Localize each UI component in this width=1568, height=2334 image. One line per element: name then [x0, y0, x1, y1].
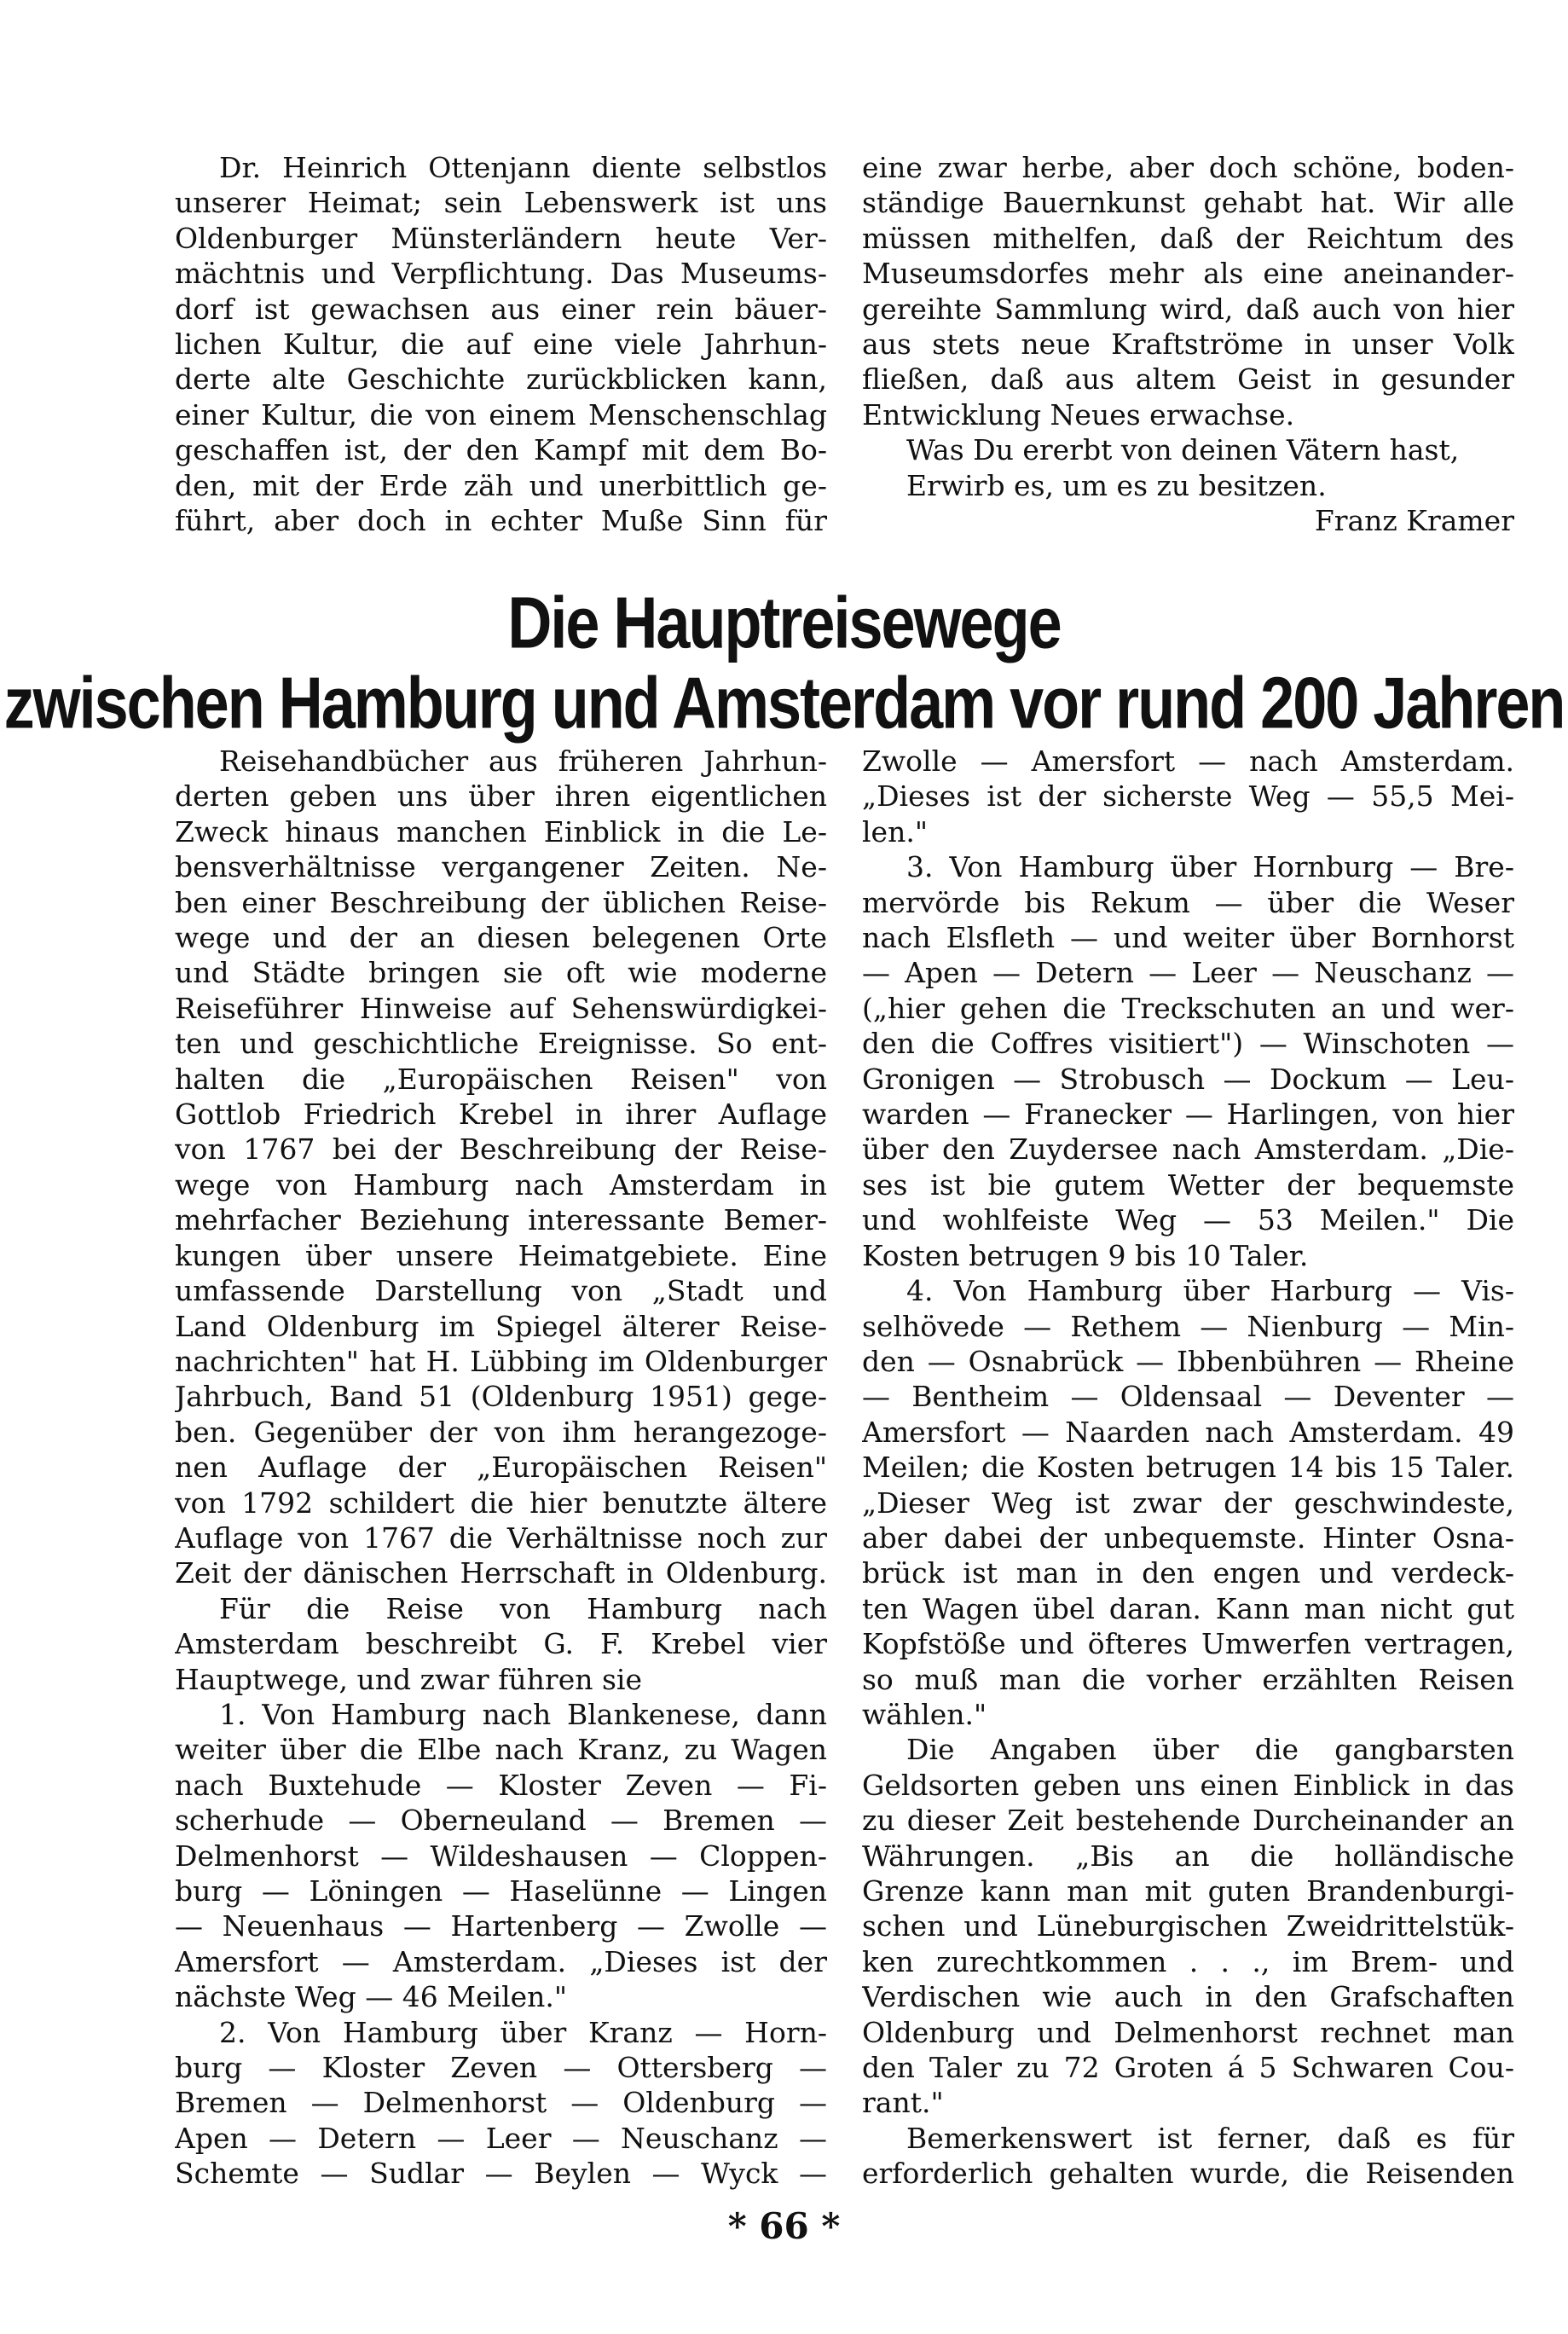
text-line: Bremen — Delmenhorst — Oldenburg —: [175, 2086, 827, 2120]
text-line: Dr. Heinrich Ottenjann diente selbstlos: [219, 151, 827, 184]
text-line: Gottlob Friedrich Krebel in ihrer Auflage: [175, 1098, 827, 1132]
text-line: („hier gehen die Treckschuten an und wer-: [862, 991, 1514, 1025]
text-line: burg — Kloster Zeven — Ottersberg —: [175, 2051, 827, 2085]
text-line: Hauptwege, und zwar führen sie: [175, 1662, 642, 1696]
text-line: rant.": [862, 2086, 944, 2120]
text-line: Grenze kann man mit guten Brandenburgi-: [862, 1874, 1514, 1908]
text-line: — Neuenhaus — Hartenberg — Zwolle —: [175, 1909, 827, 1943]
text-line: Museumsdorfes mehr als eine aneinander-: [862, 257, 1514, 291]
text-line: unserer Heimat; sein Lebenswerk ist uns: [175, 186, 827, 220]
intro-column-right: [862, 150, 1514, 538]
text-line: nach Buxtehude — Kloster Zeven — Fi-: [175, 1768, 827, 1802]
text-line: nachrichten" hat H. Lübbing im Oldenburger: [175, 1344, 827, 1378]
text-line: einer Kultur, die von einem Menschenschlag: [175, 397, 827, 431]
text-line: den, mit der Erde zäh und unerbittlich ge-: [175, 468, 827, 502]
text-line: Geldsorten geben uns einen Einblick in das: [862, 1768, 1514, 1802]
text-line: ken zurechtkommen . . ., im Brem- und: [862, 1944, 1514, 1978]
text-line: weiter über die Elbe nach Kranz, zu Wagen: [175, 1733, 827, 1767]
text-line: Erwirb es, um es zu besitzen.: [906, 468, 1327, 502]
text-line: „Dieses ist der sicherste Weg — 55,5 Mei-: [862, 779, 1514, 814]
text-line: schen und Lüneburgischen Zweidrittelstük-: [862, 1909, 1514, 1943]
text-line: mächtnis und Verpflichtung. Das Museums-: [175, 257, 827, 291]
text-line: umfassende Darstellung von „Stadt und: [175, 1274, 827, 1308]
text-line: aber dabei der unbequemste. Hinter Osna-: [862, 1520, 1514, 1555]
text-line: halten die „Europäischen Reisen" von: [175, 1062, 827, 1096]
text-line: Entwicklung Neues erwachse.: [862, 397, 1295, 431]
text-line: warden — Franecker — Harlingen, von hier: [862, 1098, 1514, 1132]
text-line: Zwolle — Amersfort — nach Amsterdam.: [862, 744, 1514, 778]
text-line: nach Elsfleth — und weiter über Bornhorst: [862, 921, 1514, 955]
text-line: von 1792 schildert die hier benutzte ältere: [175, 1486, 827, 1520]
page-number: * 66 *: [727, 2205, 841, 2247]
text-line: gereihte Sammlung wird, daß auch von hier: [862, 292, 1514, 326]
text-line: mehrfacher Beziehung interessante Bemer-: [175, 1203, 827, 1237]
text-line: von 1767 bei der Beschreibung der Reise-: [175, 1132, 827, 1167]
text-line: len.": [862, 814, 929, 848]
text-line: mervörde bis Rekum — über die Weser: [862, 885, 1514, 919]
text-line: so muß man die vorher erzählten Reisen: [862, 1662, 1514, 1696]
text-line: aus stets neue Kraftströme in unser Volk: [862, 327, 1514, 362]
text-line: selhövede — Rethem — Nienburg — Min-: [862, 1309, 1514, 1343]
text-line: ten und geschichtliche Ereignisse. So ent-: [175, 1027, 827, 1061]
intro-column-left: [175, 150, 827, 538]
text-line: Oldenburger Münsterländern heute Ver-: [175, 221, 827, 255]
text-line: Währungen. „Bis an die holländische: [862, 1839, 1514, 1873]
text-line: kungen über unsere Heimatgebiete. Eine: [175, 1238, 827, 1272]
text-line: Franz Kramer: [1314, 504, 1514, 538]
text-line: „Dieser Weg ist zwar der geschwindeste,: [862, 1486, 1514, 1520]
text-line: Delmenhorst — Wildeshausen — Cloppen-: [175, 1839, 827, 1873]
text-line: wege von Hamburg nach Amsterdam in: [175, 1167, 827, 1202]
text-line: fließen, daß aus altem Geist in gesunder: [862, 362, 1514, 397]
text-line: geschaffen ist, der den Kampf mit dem Bo-: [175, 433, 827, 467]
text-line: zu dieser Zeit bestehende Durcheinander an: [862, 1804, 1514, 1838]
text-line: Apen — Detern — Leer — Neuschanz —: [175, 2121, 827, 2155]
text-line: Amersfort — Naarden nach Amsterdam. 49: [862, 1415, 1514, 1449]
text-line: Kopfstöße und öfteres Umwerfen vertragen,: [862, 1627, 1514, 1661]
text-line: Jahrbuch, Band 51 (Oldenburg 1951) gege-: [175, 1380, 827, 1414]
text-line: erforderlich gehalten wurde, die Reisenden: [862, 2157, 1514, 2191]
text-line: scherhude — Oberneuland — Bremen —: [175, 1804, 827, 1838]
text-line: 2. Von Hamburg über Kranz — Horn-: [219, 2015, 827, 2049]
text-line: bensverhältnisse vergangener Zeiten. Ne-: [175, 850, 827, 884]
text-line: nächste Weg — 46 Meilen.": [175, 1980, 568, 2014]
text-line: Oldenburg und Delmenhorst rechnet man: [862, 2015, 1514, 2049]
text-line: den Taler zu 72 Groten á 5 Schwaren Cou-: [862, 2051, 1514, 2085]
text-line: nen Auflage der „Europäischen Reisen": [175, 1451, 827, 1485]
article-heading-line-2: zwischen Hamburg und Amsterdam vor rund 200 Jahren: [3, 663, 1565, 744]
text-line: 4. Von Hamburg über Harburg — Vis-: [906, 1274, 1514, 1308]
text-line: lichen Kultur, die auf eine viele Jahrhun-: [175, 327, 827, 362]
article-column-left: [175, 744, 827, 2192]
text-line: und Städte bringen sie oft wie moderne: [175, 956, 827, 990]
text-line: derte alte Geschichte zurückblicken kann,: [175, 362, 827, 397]
text-line: und wohlfeiste Weg — 53 Meilen." Die: [862, 1203, 1514, 1237]
article-column-right: [862, 744, 1514, 2192]
text-line: ben einer Beschreibung der üblichen Reise-: [175, 885, 827, 919]
article-heading-line-1: Die Hauptreisewege: [507, 582, 1061, 664]
text-line: Reiseführer Hinweise auf Sehenswürdigkei-: [175, 991, 827, 1025]
text-line: über den Zuydersee nach Amsterdam. „Die-: [862, 1132, 1514, 1167]
text-line: 3. Von Hamburg über Hornburg — Bre-: [906, 850, 1514, 884]
text-line: den — Osnabrück — Ibbenbühren — Rheine: [862, 1344, 1514, 1378]
text-line: Reisehandbücher aus früheren Jahrhun-: [219, 744, 827, 778]
text-line: ben. Gegenüber der von ihm herangezoge-: [175, 1415, 827, 1449]
text-line: Die Angaben über die gangbarsten: [906, 1733, 1514, 1767]
text-line: Auflage von 1767 die Verhältnisse noch zur: [175, 1520, 827, 1555]
text-line: Zweck hinaus manchen Einblick in die Le-: [175, 814, 827, 848]
text-line: Bemerkenswert ist ferner, daß es für: [906, 2121, 1514, 2155]
text-line: Amersfort — Amsterdam. „Dieses ist der: [175, 1944, 827, 1978]
text-line: wege und der an diesen belegenen Orte: [175, 921, 827, 955]
text-line: Amsterdam beschreibt G. F. Krebel vier: [175, 1627, 827, 1661]
text-line: Verdischen wie auch in den Grafschaften: [862, 1980, 1514, 2014]
text-line: ten Wagen übel daran. Kann man nicht gut: [862, 1591, 1514, 1625]
text-line: Was Du ererbt von deinen Vätern hast,: [906, 433, 1460, 467]
text-line: wählen.": [862, 1697, 987, 1731]
text-line: Meilen; die Kosten betrugen 14 bis 15 Taler.: [862, 1451, 1514, 1485]
text-line: — Apen — Detern — Leer — Neuschanz —: [862, 956, 1514, 990]
text-line: Zeit der dänischen Herrschaft in Oldenburg.: [175, 1556, 827, 1590]
text-line: müssen mithelfen, daß der Reichtum des: [862, 221, 1514, 255]
text-line: eine zwar herbe, aber doch schöne, boden-: [862, 151, 1514, 184]
text-line: Gronigen — Strobusch — Dockum — Leu-: [862, 1062, 1514, 1096]
text-line: 1. Von Hamburg nach Blankenese, dann: [219, 1697, 827, 1731]
text-line: ses ist bie gutem Wetter der bequemste: [862, 1167, 1514, 1202]
text-line: Land Oldenburg im Spiegel älterer Reise-: [175, 1309, 827, 1343]
text-line: Für die Reise von Hamburg nach: [219, 1591, 827, 1625]
text-line: burg — Löningen — Haselünne — Lingen: [175, 1874, 827, 1908]
text-line: derten geben uns über ihren eigentlichen: [175, 779, 827, 814]
text-line: dorf ist gewachsen aus einer rein bäuer-: [175, 292, 827, 326]
text-line: — Bentheim — Oldensaal — Deventer —: [862, 1380, 1514, 1414]
text-line: Schemte — Sudlar — Beylen — Wyck —: [175, 2157, 827, 2191]
text-line: ständige Bauernkunst gehabt hat. Wir alle: [862, 186, 1514, 220]
text-line: brück ist man in den engen und verdeck-: [862, 1556, 1514, 1590]
text-line: Kosten betrugen 9 bis 10 Taler.: [862, 1238, 1309, 1272]
text-line: den die Coffres visitiert") — Winschoten —: [862, 1027, 1514, 1061]
text-line: führt, aber doch in echter Muße Sinn für: [175, 504, 827, 538]
